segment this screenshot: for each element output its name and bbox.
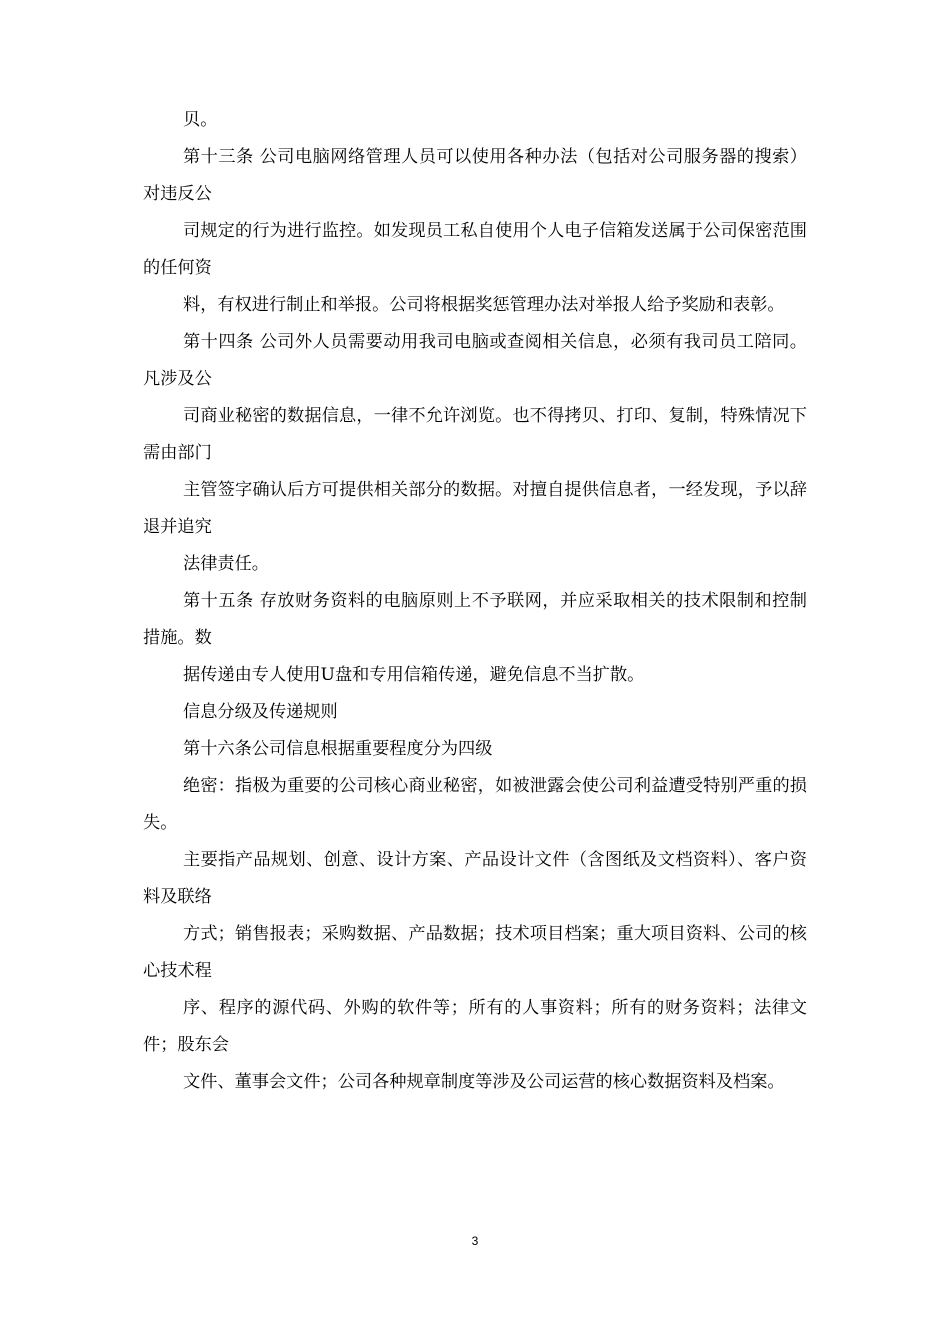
paragraph: 据传递由专人使用U盘和专用信箱传递，避免信息不当扩散。	[183, 665, 645, 685]
paragraph: 司商业秘密的数据信息，一律不允许浏览。也不得拷贝、打印、复制，特殊情况下需由部门	[143, 406, 807, 463]
section-heading: 信息分级及传递规则	[183, 702, 338, 722]
paragraph: 法律责任。	[183, 554, 269, 574]
paragraph: 第十五条 存放财务资料的电脑原则上不予联网，并应采取相关的技术限制和控制措施。数	[143, 591, 807, 648]
paragraph: 绝密：指极为重要的公司核心商业秘密，如被泄露会使公司利益遭受特别严重的损失。	[143, 776, 807, 833]
paragraph: 贝。	[183, 110, 218, 130]
paragraph: 料，有权进行制止和举报。公司将根据奖惩管理办法对举报人给予奖励和表彰。	[183, 295, 785, 315]
paragraph: 主管签字确认后方可提供相关部分的数据。对擅自提供信息者，一经发现，予以辞退并追究	[143, 480, 807, 537]
paragraph: 第十六条公司信息根据重要程度分为四级	[183, 739, 493, 759]
paragraph: 主要指产品规划、创意、设计方案、产品设计文件（含图纸及文档资料）、客户资料及联络	[143, 850, 807, 907]
paragraph: 第十三条 公司电脑网络管理人员可以使用各种办法（包括对公司服务器的搜索）对违反公	[143, 147, 807, 204]
paragraph: 方式；销售报表；采购数据、产品数据；技术项目档案；重大项目资料、公司的核心技术程	[143, 924, 807, 981]
page-number: 3	[471, 1234, 479, 1248]
paragraph: 司规定的行为进行监控。如发现员工私自使用个人电子信箱发送属于公司保密范围的任何资	[143, 221, 807, 278]
document-body	[143, 102, 807, 1101]
paragraph: 文件、董事会文件；公司各种规章制度等涉及公司运营的核心数据资料及档案。	[183, 1072, 785, 1092]
paragraph: 序、程序的源代码、外购的软件等；所有的人事资料；所有的财务资料；法律文件；股东会	[143, 998, 807, 1055]
paragraph: 第十四条 公司外人员需要动用我司电脑或查阅相关信息，必须有我司员工陪同。凡涉及公	[143, 332, 807, 389]
